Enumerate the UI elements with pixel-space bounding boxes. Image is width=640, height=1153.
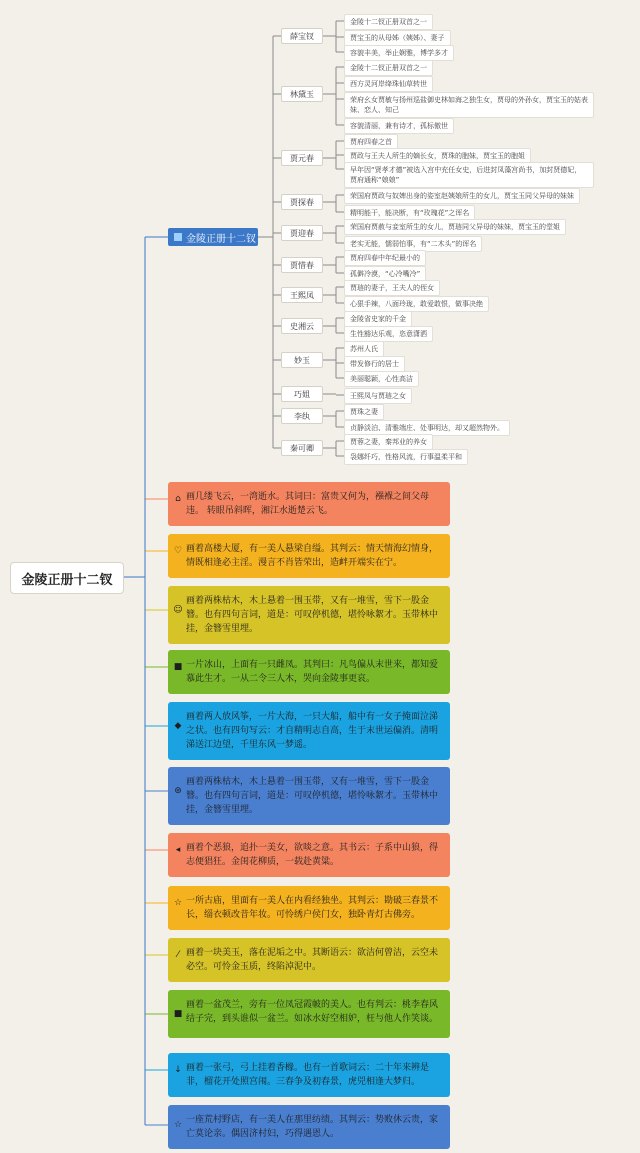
attribute-item[interactable]	[344, 404, 594, 420]
poem-card[interactable]	[168, 990, 450, 1038]
poem-text: 画着一块美玉，落在泥垢之中。其断语云：欲洁何曾洁，云空未必空。可怜金玉质，终陷淖泥中。	[186, 948, 439, 972]
attribute-text: 金陵十二钗正册双首之一	[344, 60, 433, 76]
smile-icon: ☺	[173, 605, 183, 615]
poem-text: 画着一盆茂兰，旁有一位凤冠霞帔的美人。也有判云：桃李春风结子完，到头谁似一盆兰。如冰水好空相妒，枉与他人作笑谈。	[186, 1000, 439, 1024]
person-node[interactable]: 妙玉	[281, 352, 323, 368]
attribute-item[interactable]	[344, 280, 594, 296]
poem-text: 一所古庙，里面有一美人在内看经独坐。其判云：勘破三春景不长，缁衣顿改昔年妆。可怜绣户侯门女，独卧青灯古佛旁。	[186, 896, 439, 920]
attribute-item[interactable]	[344, 449, 594, 465]
attribute-text: 荣国府贾政与奴婢出身的姿室赵姨娘所生的女儿，贾宝玉同父异母的妹妹	[344, 188, 580, 204]
flag-icon: ■	[173, 662, 183, 672]
attribute-text: 贾府四春中年纪最小的	[344, 250, 426, 266]
person-node[interactable]: 贾惜春	[281, 257, 323, 273]
person-node[interactable]: 史湘云	[281, 318, 323, 334]
attribute-item[interactable]	[344, 92, 594, 118]
attribute-text: 荣国府贾赦与妾室所生的女儿，贾琏同父异母的妹妹，贾宝玉的堂姐	[344, 219, 566, 235]
attribute-text: 生性豁达乐观，恣意潇洒	[344, 326, 433, 342]
poem-card[interactable]	[168, 702, 450, 760]
person-node[interactable]: 贾探春	[281, 194, 323, 210]
poem-card[interactable]	[168, 482, 450, 526]
house-icon: ⌂	[175, 494, 181, 504]
attribute-item[interactable]	[344, 311, 594, 327]
attribute-item[interactable]	[344, 45, 594, 61]
attribute-item[interactable]	[344, 326, 594, 342]
poem-text: 画着高楼大厦，有一美人悬梁自缢。其判云：情天情海幻情身，情既相逢必主淫。漫言不肖皆荣出，造衅开端实在宁。	[186, 544, 439, 568]
flag-icon	[174, 233, 182, 241]
megaphone-icon: ◂	[175, 845, 181, 855]
star-icon: ☆	[173, 898, 183, 908]
star-icon: ☆	[173, 1120, 183, 1130]
attribute-item[interactable]	[344, 30, 594, 46]
attribute-item[interactable]	[344, 371, 594, 387]
attribute-item[interactable]	[344, 14, 594, 30]
attribute-item[interactable]	[344, 356, 594, 372]
attribute-item[interactable]	[344, 188, 594, 204]
attribute-item[interactable]	[344, 434, 594, 450]
person-node[interactable]: 贾元春	[281, 150, 323, 166]
person-node[interactable]: 薛宝钗	[281, 28, 323, 44]
attribute-text: 贾宝玉的从母姊（姨姊）、妻子	[344, 30, 451, 46]
attribute-item[interactable]	[344, 60, 594, 76]
poem-text: 画几缕飞云，一湾逝水。其词曰：富贵又何为，襁褓之间父母违。 转眼吊斜晖，湘江水逝楚云飞。	[186, 492, 430, 516]
poem-card[interactable]	[168, 1105, 450, 1149]
person-node[interactable]: 李纨	[281, 408, 323, 424]
poem-card[interactable]	[168, 586, 450, 644]
person-node[interactable]: 王熙凤	[281, 287, 323, 303]
person-node[interactable]: 贾迎春	[281, 225, 323, 241]
attribute-item[interactable]	[344, 219, 594, 235]
attribute-text: 贾琏的妻子，王夫人的侄女	[344, 280, 440, 296]
medal-icon: ⊛	[174, 786, 182, 796]
attribute-text: 带发修行的居士	[344, 356, 405, 372]
poem-text: 一座荒村野店，有一美人在那里纺绩。其判云：势败休云贵，家亡莫论亲。偶因济村妇，巧得遇恩人。	[186, 1115, 439, 1139]
attribute-item[interactable]	[344, 162, 594, 188]
attribute-text: 金陵十二钗正册双首之一	[344, 14, 433, 30]
poem-card[interactable]	[168, 767, 450, 825]
hub-label: 金陵正册十二钗	[186, 233, 256, 245]
poem-card[interactable]	[168, 886, 450, 930]
attribute-text: 苏州人氏	[344, 341, 384, 357]
attribute-text: 容貌丰美，举止娴雅，博学多才	[344, 45, 454, 61]
attribute-item[interactable]	[344, 296, 594, 312]
poem-text: 画着两人放风筝，一片大海，一只大船，船中有一女子掩面泣涕之状。也有四句写云：才自精明志自高，生于末世运偏消。清明涕送江边望，千里东风一梦遥。	[186, 712, 439, 750]
poem-text: 画着一张弓，弓上挂着香橼。也有一首歌词云：二十年来辨是非，榴花开处照宫闱。三春争及初春景，虎兕相逢大梦归。	[186, 1063, 430, 1087]
attribute-item[interactable]	[344, 250, 594, 266]
heart-icon: ♡	[173, 546, 183, 556]
poem-text: 一片冰山，上面有一只雌凤。其判曰：凡鸟偏从末世来，都知爱慕此生才。一从二令三人木，哭向金陵事更哀。	[186, 660, 439, 684]
attribute-text: 贞静淡泊、清雅端庄、处事明达，却又超然物外。	[344, 420, 510, 436]
attribute-text: 老实无能，懦弱怕事，有“二木头”的诨名	[344, 236, 482, 252]
poem-card[interactable]	[168, 534, 450, 578]
attribute-text: 早年因“贤孝才德”被选入宫中充任女史，后进封凤藻宫尚书，加封贤德妃，贾府通称“娘娘”	[344, 162, 594, 188]
diamond-icon: ◆	[174, 721, 182, 731]
person-node[interactable]: 林黛玉	[281, 86, 323, 102]
person-node[interactable]: 秦可卿	[281, 440, 323, 456]
attribute-text: 贾府四春之首	[344, 134, 398, 150]
wand-icon: ⁄	[177, 950, 179, 960]
attribute-text: 贾珠之妻	[344, 404, 384, 420]
poem-card[interactable]	[168, 650, 450, 694]
flag-icon: ■	[173, 1009, 183, 1019]
attribute-text: 王熙凤与贾琏之女	[344, 388, 412, 404]
attribute-text: 孤僻冷漠，“心冷嘴冷”	[344, 266, 426, 282]
poem-text: 画着两株枯木，木上悬着一围玉带，又有一堆雪，雪下一股金簪。也有四句言词，道是：可叹停机德，堪怜咏絮才。玉带林中挂，金簪雪里埋。	[186, 777, 439, 815]
poem-text: 画着个恶狼，追扑一美女，欲啖之意。其书云：子系中山狼，得志便猖狂。金闺花柳质，一载赴黄粱。	[186, 843, 439, 867]
attribute-text: 西方灵河岸绛珠仙草转世	[344, 76, 433, 92]
attribute-text: 心狠手辣，八面玲珑，敢爱敢恨，做事决绝	[344, 296, 489, 312]
poem-text: 画着两株枯木，木上悬着一围玉带，又有一堆雪，雪下一股金簪。也有四句言词，道是：可叹停机德，堪怜咏絮才。玉带林中挂，金簪雪里埋。	[186, 596, 439, 634]
poem-card[interactable]	[168, 833, 450, 877]
attribute-text: 容貌清丽，兼有诗才，孤标傲世	[344, 118, 454, 134]
attribute-text: 金陵省史家的千金	[344, 311, 412, 327]
arrow-icon: ↓	[174, 1065, 182, 1075]
attribute-text: 精明能干，能决断，有“玫瑰花”之诨名	[344, 205, 475, 221]
attribute-item[interactable]	[344, 388, 594, 404]
attribute-text: 袅娜纤巧，性格风流，行事温柔平和	[344, 449, 468, 465]
attribute-text: 贾蓉之妻，秦邦业的养女	[344, 434, 433, 450]
attribute-item[interactable]	[344, 118, 594, 134]
root-node[interactable]: 金陵正册十二钗	[10, 562, 124, 594]
attribute-text: 美丽聪颖，心性高洁	[344, 371, 419, 387]
poem-card[interactable]	[168, 938, 450, 982]
attribute-item[interactable]	[344, 341, 594, 357]
attribute-text: 贾政与王夫人所生的嫡长女，贾珠的胞妹，贾宝玉的胞姐	[344, 148, 531, 164]
hub-node[interactable]	[168, 228, 258, 246]
poem-card[interactable]	[168, 1053, 450, 1097]
attribute-item[interactable]	[344, 76, 594, 92]
attribute-text: 荣府幺女贾敏与扬州巡盐御史林如海之独生女，贾母的外孙女，贾宝玉的姑表妹、恋人、知己	[344, 92, 594, 118]
person-node[interactable]: 巧姐	[281, 386, 323, 402]
